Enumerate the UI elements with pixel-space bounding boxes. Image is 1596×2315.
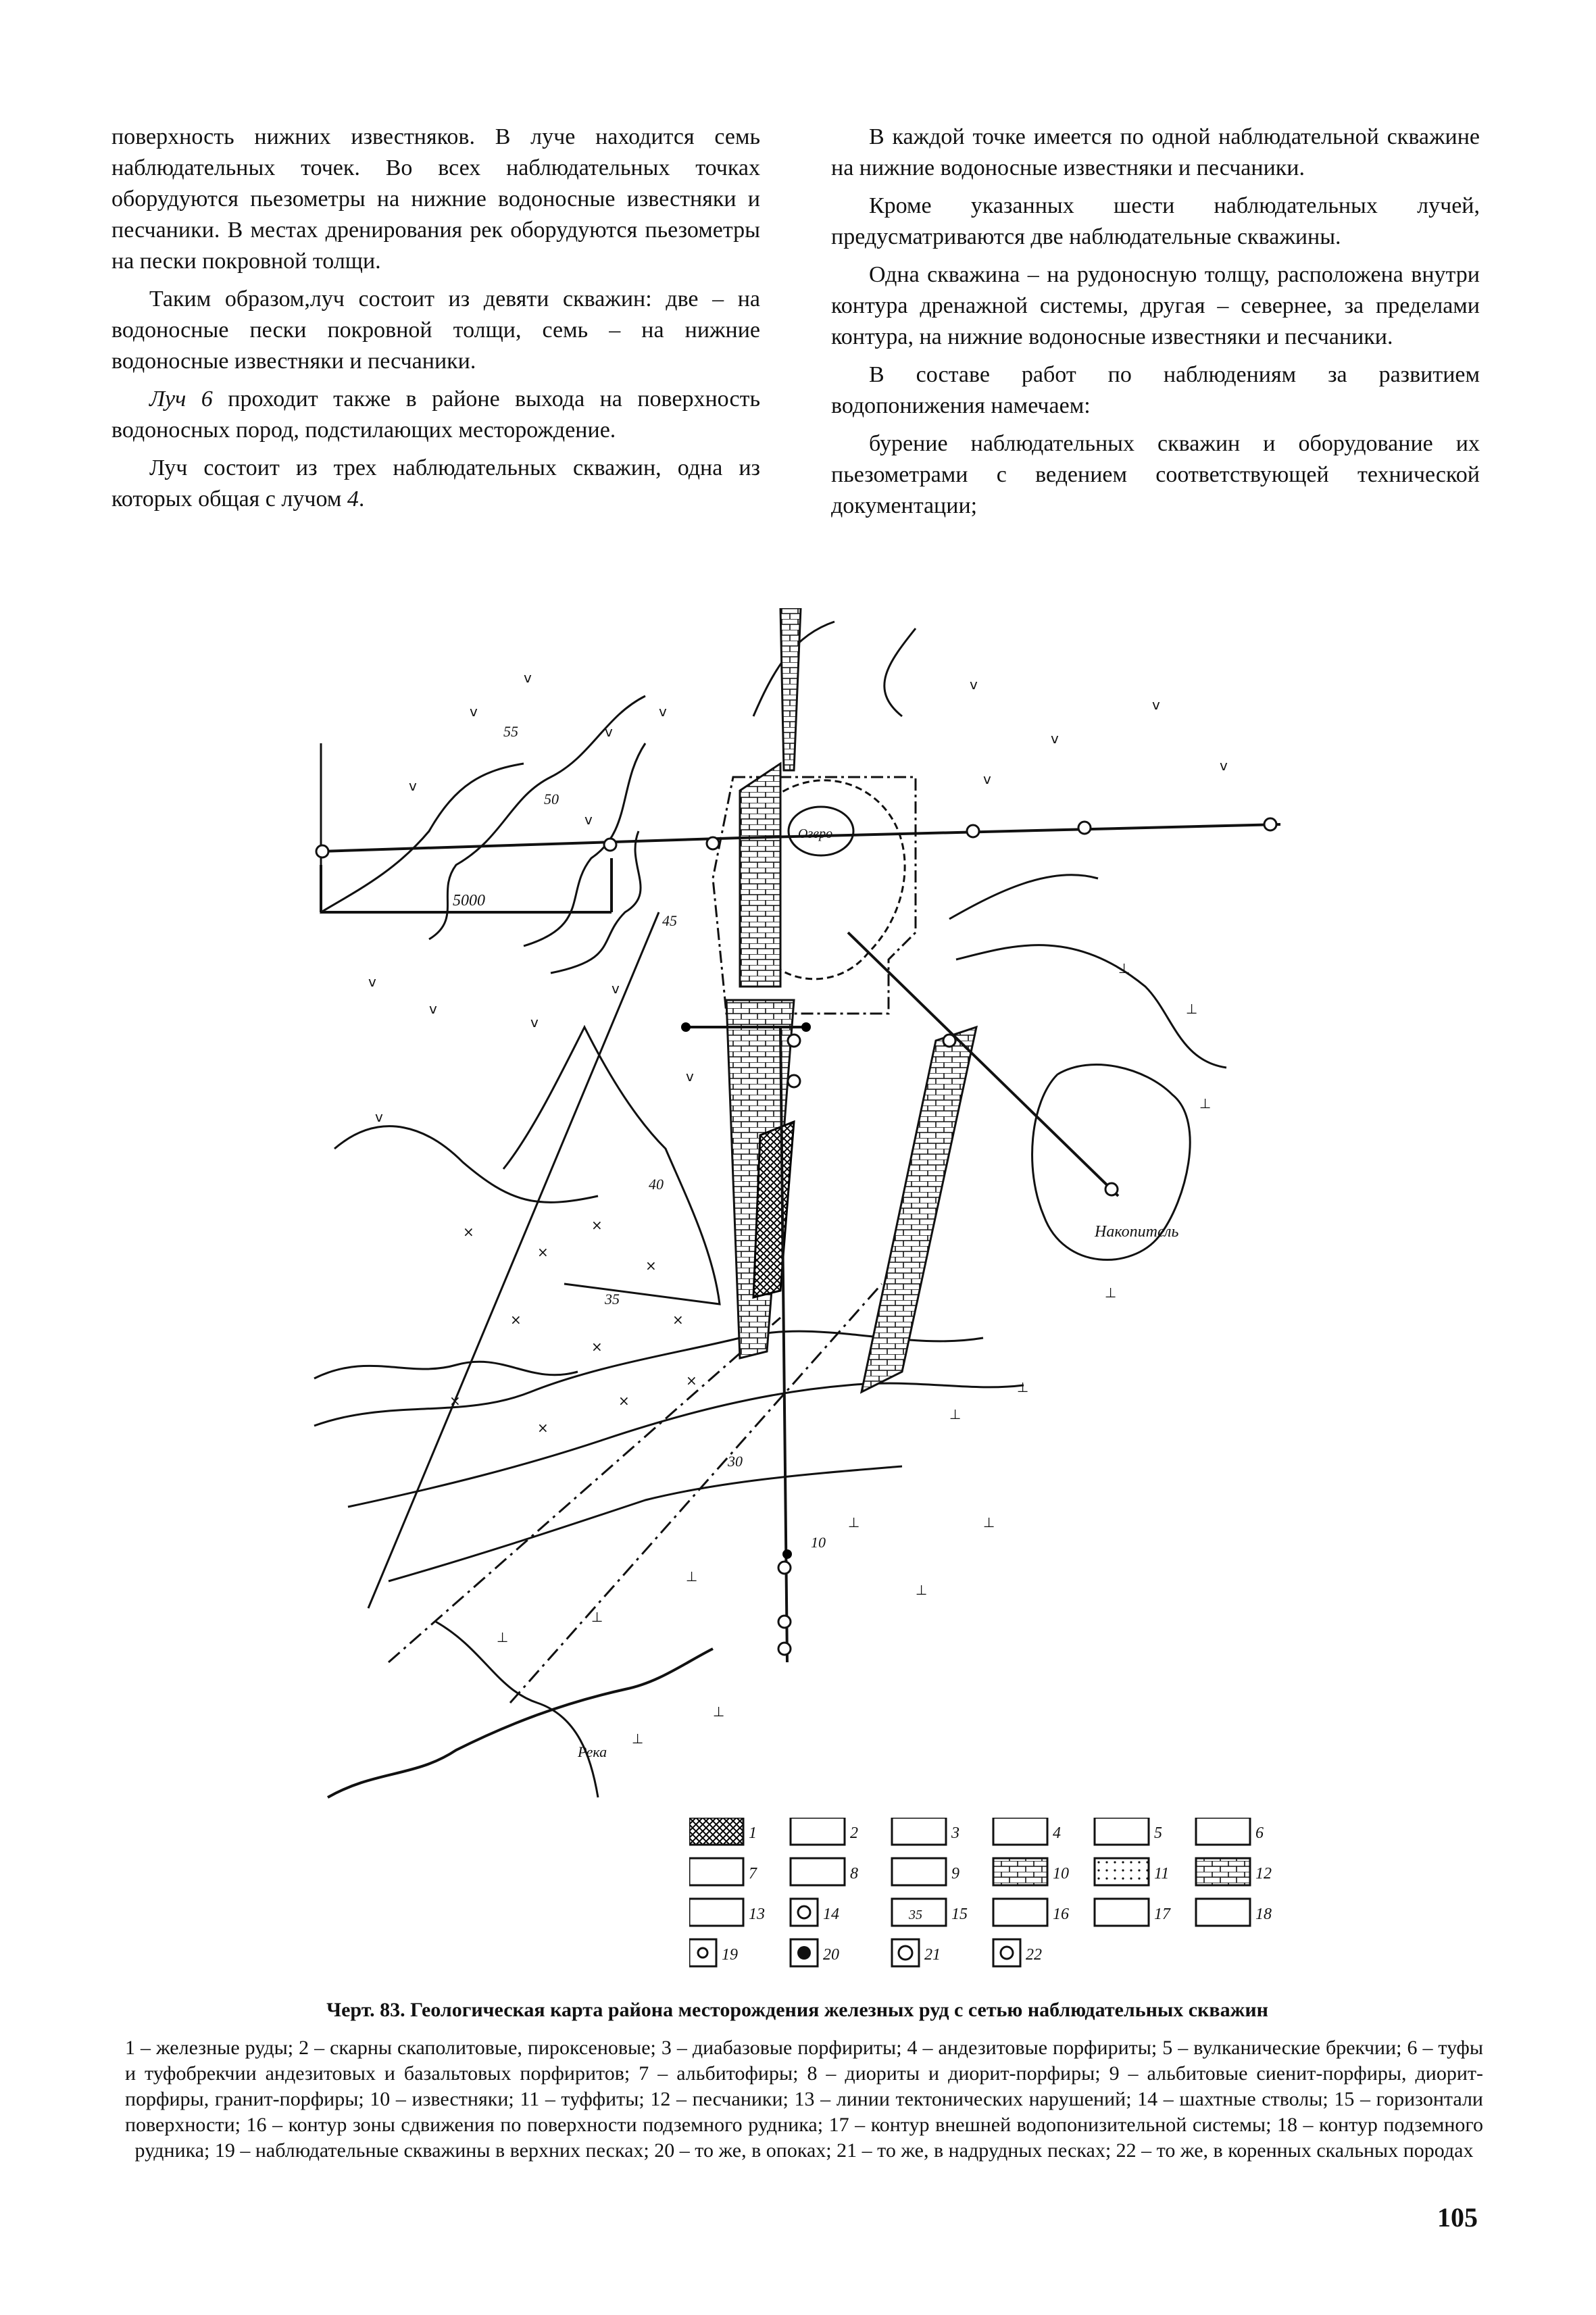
svg-text:v: v: [470, 703, 478, 720]
svg-text:v: v: [375, 1109, 383, 1125]
geological-map: [307, 608, 1287, 1804]
paragraph: бурение наблюдательных скважин и оборудование их пьезометрами с ведением соответствующей технической документации;: [831, 431, 1480, 518]
legend-label: 10: [1053, 1865, 1069, 1883]
left-text-column: [111, 122, 760, 522]
legend-label: 9: [951, 1865, 959, 1883]
river: [328, 1649, 713, 1797]
observation-well-opoka: [782, 1549, 792, 1559]
svg-text:v: v: [983, 771, 991, 787]
svg-text:v: v: [612, 980, 620, 997]
contour-label: 55: [503, 723, 518, 740]
fault-line: [389, 1318, 780, 1662]
ore-body: [753, 1122, 794, 1297]
svg-text:×: ×: [672, 1312, 684, 1328]
contour-line: [949, 875, 1098, 919]
observation-well: [778, 1616, 791, 1628]
svg-text:v: v: [970, 676, 978, 693]
svg-text:v: v: [1051, 730, 1059, 747]
observation-well: [788, 1035, 800, 1047]
paragraph: [111, 384, 760, 446]
svg-text:v: v: [605, 724, 613, 740]
svg-text:⊥: ⊥: [632, 1731, 644, 1747]
svg-text:v: v: [584, 812, 593, 828]
legend-label: 6: [1255, 1824, 1264, 1842]
observation-well: [778, 1643, 791, 1655]
svg-text:×: ×: [591, 1217, 603, 1233]
paragraph-text: Луч состоит из трех наблюдательных скважин, одна из которых общая с лучом: [111, 455, 760, 512]
svg-text:⊥: ⊥: [949, 1406, 962, 1422]
observation-well-opoka: [801, 1022, 811, 1032]
northern-strip: [780, 608, 801, 770]
observation-well-opoka: [681, 1022, 691, 1032]
svg-text:×: ×: [449, 1393, 461, 1409]
legend-label: 8: [850, 1865, 858, 1883]
observation-ray: [848, 932, 1118, 1196]
svg-text:⊥: ⊥: [1186, 1001, 1198, 1017]
paragraph-text: .: [358, 487, 365, 512]
figure-caption-body: 1 – железные руды; 2 – скарны скаполитовые, пироксеновые; 3 – диабазовые порфириты; 4 – андезитовые порфириты; 5 – вулканические брекчии; 6 – туфы и туфобрекчии андезитовых и базальтовых порфиритов; 7 – альбитофиры; 8 – диориты и диорит-порфиры; 9 – альбитовые сиенит-порфиры, диорит- порфиры, гранит-порфиры; 10 – известняки; 11 – туффиты; 12 – песчаники; 13 – линии тектонических нарушений; 14 – шахтные стволы; 15 – горизонтали поверхности; 16 – контур зоны сдвижения по поверхности подземного рудника; 17 – контур внешней водопонизительной системы; 18 – контур подземного рудника; 19 – наблюдательные скважины в верхних песках; 20 – то же, в опоках; 21 – то же, в надрудных песках; 22 – то же, в коренных скальных породах: [125, 2037, 1483, 2162]
svg-text:×: ×: [686, 1372, 697, 1389]
svg-text:v: v: [530, 1014, 539, 1030]
svg-text:⊥: ⊥: [713, 1703, 725, 1720]
legend-label: 17: [1154, 1906, 1170, 1923]
scale-label: 5000: [453, 892, 485, 910]
figure-caption-title: Черт. 83. Геологическая карта района месторождения железных руд с сетью наблюдательных скважин: [326, 1999, 1268, 2021]
right-text-column: [831, 122, 1480, 528]
svg-text:⊥: ⊥: [497, 1629, 509, 1645]
svg-text:×: ×: [537, 1244, 549, 1260]
paragraph: В каждой точке имеется по одной наблюдательной скважине на нижние водоносные известняки и песчаники.: [831, 124, 1480, 180]
lake-label: Озеро: [798, 826, 833, 841]
paragraph: поверхность нижних известняков. В луче находится семь наблюдательных точек. Во всех наблюдательных точках оборудуются пьезометры на нижние водоносные известняки и песчаники. В местах дренирования рек оборудуются пьезометры на пески покровной толщи.: [111, 124, 760, 274]
contour-label: 35: [605, 1291, 620, 1308]
svg-text:v: v: [429, 1001, 437, 1017]
observation-well: [316, 845, 328, 857]
fault-line: [368, 912, 659, 1608]
ray-name: Луч 6: [149, 387, 213, 412]
observation-well: [604, 839, 616, 851]
river-label: Река: [578, 1743, 607, 1760]
legend-label: 4: [1053, 1824, 1061, 1842]
paragraph-text: проходит также в районе выхода на поверхность водоносных пород, подстилающих месторождение.: [111, 387, 760, 443]
limestone-strip: [740, 764, 780, 987]
contour-label: 10: [811, 1534, 826, 1551]
svg-text:⊥: ⊥: [983, 1514, 995, 1530]
svg-text:×: ×: [510, 1312, 522, 1328]
legend-label: 2: [850, 1824, 858, 1842]
legend-label: 1: [749, 1824, 757, 1842]
reservoir-label: Накопитель: [1095, 1223, 1179, 1241]
svg-text:⊥: ⊥: [591, 1609, 603, 1625]
svg-text:⊥: ⊥: [1017, 1379, 1029, 1395]
svg-text:⊥: ⊥: [686, 1568, 698, 1585]
svg-text:×: ×: [618, 1393, 630, 1409]
contour-label: 40: [649, 1176, 664, 1193]
svg-text:v: v: [686, 1068, 694, 1085]
svg-text:v: v: [368, 974, 376, 990]
svg-text:v: v: [1220, 757, 1228, 774]
legend-label: 21: [924, 1946, 941, 1964]
legend-label: 12: [1255, 1865, 1272, 1883]
observation-well: [788, 1075, 800, 1087]
contour-line: [551, 831, 641, 973]
svg-text:×: ×: [537, 1420, 549, 1436]
svg-text:×: ×: [645, 1258, 657, 1274]
legend-label: 5: [1154, 1824, 1162, 1842]
svg-text:⊥: ⊥: [1199, 1095, 1212, 1112]
paragraph: В составе работ по наблюдениям за развитием водопонижения намечаем:: [831, 362, 1480, 418]
contour-line: [884, 628, 916, 716]
observation-well: [943, 1035, 955, 1047]
legend-label: 19: [722, 1946, 738, 1964]
svg-text:v: v: [409, 778, 417, 794]
contour-line: [321, 743, 524, 912]
legend-label: 7: [749, 1865, 757, 1883]
legend-label: 20: [823, 1946, 839, 1964]
page-number: 105: [1437, 2202, 1478, 2233]
fault-line: [510, 1284, 882, 1703]
contour-line: [436, 1622, 598, 1797]
map-legend: [689, 1818, 1297, 1987]
legend-label: 16: [1053, 1906, 1069, 1923]
contour-label: 45: [662, 912, 677, 929]
svg-text:v: v: [1152, 697, 1160, 713]
svg-text:⊥: ⊥: [1105, 1285, 1117, 1301]
svg-text:⊥: ⊥: [916, 1582, 928, 1598]
svg-text:⊥: ⊥: [1118, 960, 1130, 976]
svg-text:×: ×: [463, 1224, 474, 1240]
observation-well: [1105, 1183, 1118, 1195]
contour-label: 30: [728, 1453, 743, 1470]
observation-well: [707, 837, 719, 849]
legend-label: 14: [823, 1906, 839, 1923]
ray-number: 4: [347, 487, 359, 512]
observation-ray: [321, 838, 740, 851]
contour-label: 50: [544, 791, 559, 807]
legend-label: 11: [1154, 1865, 1170, 1883]
legend-label: 13: [749, 1906, 765, 1923]
legend-label: 15: [951, 1906, 968, 1923]
observation-well: [778, 1562, 791, 1574]
paragraph: Кроме указанных шести наблюдательных лучей, предусматриваются две наблюдательные скважины.: [831, 193, 1480, 249]
svg-text:⊥: ⊥: [848, 1514, 860, 1530]
svg-text:v: v: [524, 670, 532, 686]
paragraph: Таким образом,луч состоит из девяти скважин: две – на водоносные пески покровной толщи, семь – на нижние водоносные известняки и песчаники.: [111, 287, 760, 374]
svg-text:v: v: [659, 703, 667, 720]
legend-label: 18: [1255, 1906, 1272, 1923]
contour-line: [389, 1466, 902, 1581]
legend-label: 22: [1026, 1946, 1042, 1964]
paragraph: [111, 453, 760, 515]
limestone-strip: [862, 1027, 976, 1392]
observation-well: [1078, 822, 1091, 834]
observation-well: [967, 825, 979, 837]
legend-label: 3: [951, 1824, 959, 1842]
svg-text:×: ×: [591, 1339, 603, 1355]
contour-line: [314, 1362, 578, 1378]
paragraph: Одна скважина – на рудоносную толщу, расположена внутри контура дренажной системы, другая – севернее, за пределами контура, на нижние водоносные известняки и песчаники.: [831, 262, 1480, 349]
legend-contour-sample: 35: [909, 1908, 922, 1922]
contour-line: [334, 1126, 598, 1203]
observation-well: [1264, 818, 1276, 830]
